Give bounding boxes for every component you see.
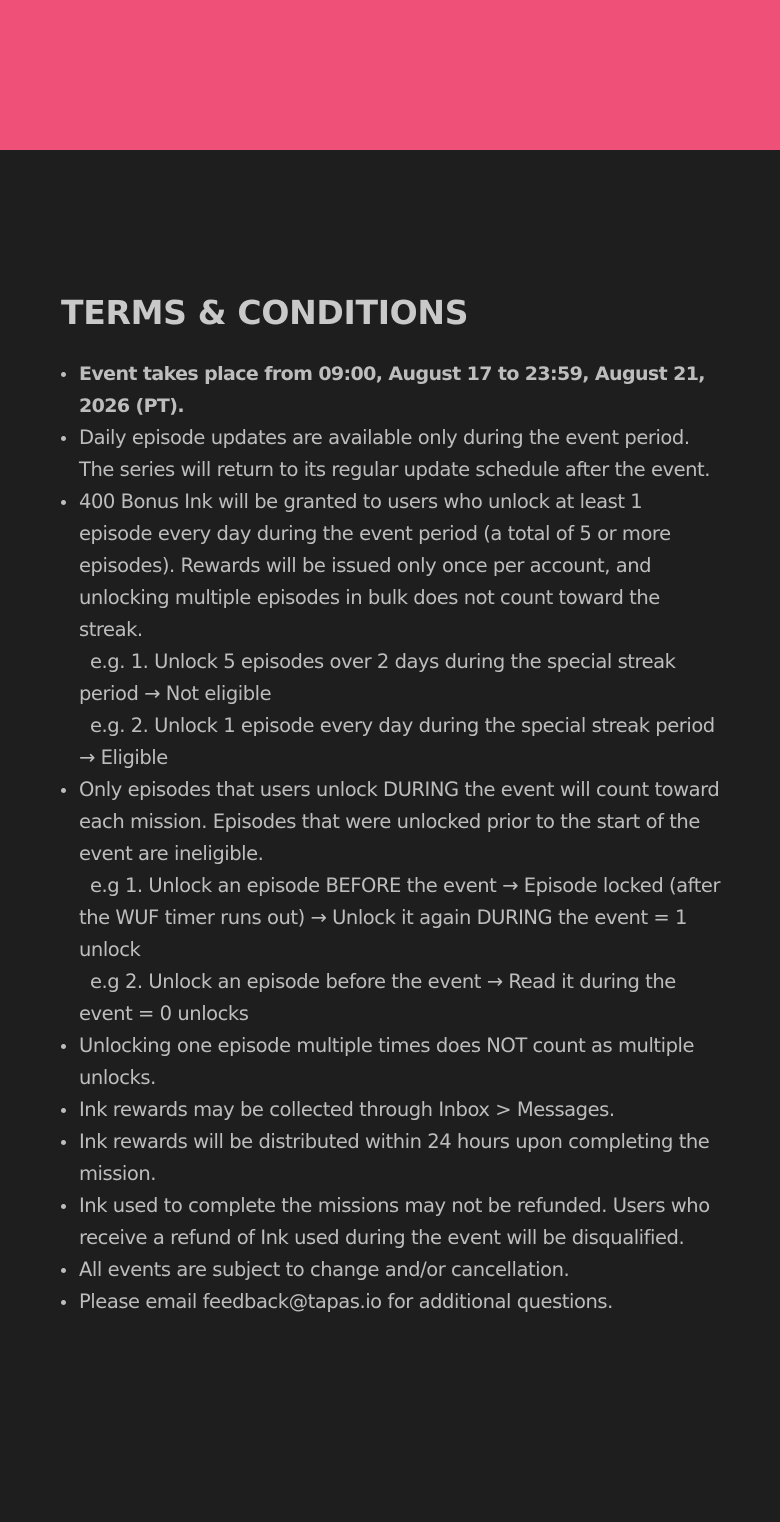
term-item-daily-updates <box>61 422 721 486</box>
term-item-eligible-episodes <box>61 774 721 1030</box>
term-item-refund <box>61 1190 721 1254</box>
term-text: Ink rewards may be collected through Inbox > Messages. <box>79 1098 615 1121</box>
term-item-distribution <box>61 1126 721 1190</box>
term-item-bonus-ink <box>61 486 721 774</box>
term-text: Event takes place from 09:00, August 17 to 23:59, August 21, 2026 (PT). <box>79 363 705 417</box>
terms-section <box>61 292 721 1318</box>
term-text: Ink used to complete the missions may not be refunded. Users who receive a refund of Ink used during the event will be disqualified. <box>79 1194 710 1249</box>
term-text: Daily episode updates are available only during the event period. The series will return to its regular update schedule after the event. <box>79 426 710 481</box>
term-item-inbox <box>61 1094 721 1126</box>
term-example: e.g. 2. Unlock 1 episode every day during the special streak period → Eligible <box>79 714 715 769</box>
terms-title: TERMS & CONDITIONS <box>61 293 469 332</box>
term-text: Please email feedback@tapas.io for additional questions. <box>79 1290 613 1313</box>
term-example: e.g 2. Unlock an episode before the event → Read it during the event = 0 unlocks <box>79 970 676 1025</box>
term-text: Unlocking one episode multiple times does NOT count as multiple unlocks. <box>79 1034 695 1089</box>
term-example: e.g. 1. Unlock 5 episodes over 2 days during the special streak period → Not eligible <box>79 650 676 705</box>
terms-list <box>61 358 721 1318</box>
term-item-multiple-unlocks <box>61 1030 721 1094</box>
term-text: Ink rewards will be distributed within 24 hours upon completing the mission. <box>79 1130 710 1185</box>
term-item-contact <box>61 1286 721 1318</box>
term-text: 400 Bonus Ink will be granted to users who unlock at least 1 episode every day during the event period (a total of 5 or more episodes). Rewards will be issued only once per account, and unlocking multiple episodes in bulk does not count toward the streak. <box>79 490 671 641</box>
term-item-event-dates <box>61 358 721 422</box>
term-example: e.g 1. Unlock an episode BEFORE the event → Episode locked (after the WUF timer runs out) → Unlock it again DURING the event = 1 unlock <box>79 874 721 961</box>
top-banner <box>0 0 780 150</box>
term-text: Only episodes that users unlock DURING the event will count toward each mission. Episodes that were unlocked prior to the start of the event are ineligible. <box>79 778 720 865</box>
term-text: All events are subject to change and/or cancellation. <box>79 1258 570 1281</box>
term-item-changes <box>61 1254 721 1286</box>
